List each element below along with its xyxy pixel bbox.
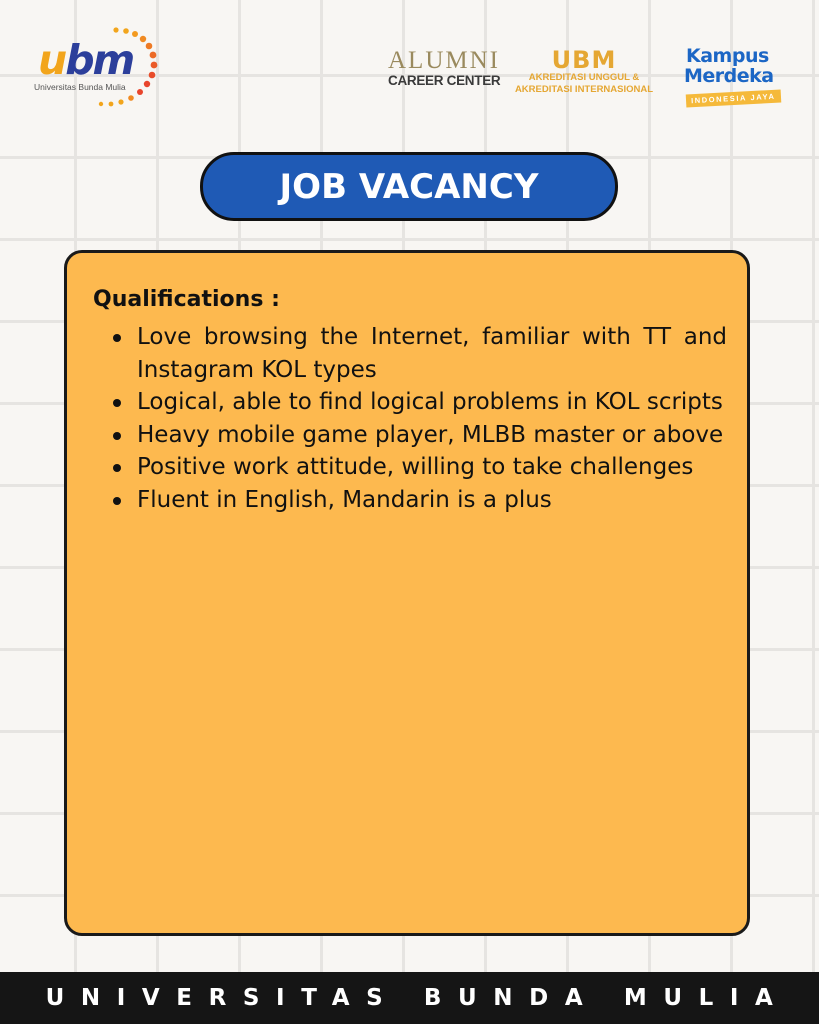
alumni-logo-top: ALUMNI: [388, 47, 500, 74]
alumni-career-center-logo: [388, 47, 501, 98]
qualification-item: [93, 451, 727, 484]
ubm-logo-subtitle: Universitas Bunda Mulia: [34, 82, 126, 92]
bullet-icon: [113, 497, 121, 505]
qualifications-list: [93, 321, 727, 516]
footer-bar: [0, 972, 819, 1024]
kampus-merdeka-logo: [684, 45, 788, 106]
ubm-logo: [34, 24, 164, 116]
kampus-merdeka-band: INDONESIA JAYA: [686, 90, 781, 108]
qualification-text: Logical, able to find logical problems in KOL scripts: [137, 389, 723, 415]
qualifications-card: [64, 250, 750, 936]
kampus-merdeka-line2: Merdeka: [684, 65, 774, 87]
ubm-wordmark-rest: bm: [65, 36, 134, 84]
accreditation-logo-title: UBM: [551, 46, 617, 74]
qualification-item: [93, 321, 727, 386]
bullet-icon: [113, 399, 121, 407]
qualification-item: [93, 386, 727, 419]
bullet-icon: [113, 464, 121, 472]
ubm-wordmark: [38, 36, 134, 84]
accreditation-logo-line1: AKREDITASI UNGGUL &: [528, 72, 640, 83]
kampus-merdeka-line1: Kampus: [686, 45, 769, 67]
bullet-icon: [113, 334, 121, 342]
accreditation-logo: [504, 48, 664, 96]
qualification-item: [93, 484, 727, 517]
qualification-item: [93, 419, 727, 452]
qualifications-heading: Qualifications :: [93, 287, 280, 312]
qualification-text: Positive work attitude, willing to take challenges: [137, 454, 694, 480]
bullet-icon: [113, 432, 121, 440]
ubm-wordmark-u: u: [38, 36, 66, 84]
qualification-text: Love browsing the Internet, familiar with TT and Instagram KOL types: [137, 324, 727, 383]
job-vacancy-banner: [200, 152, 618, 221]
qualification-text: Fluent in English, Mandarin is a plus: [137, 486, 552, 513]
alumni-logo-bottom: CAREER CENTER: [388, 73, 501, 88]
accreditation-logo-line2: AKREDITASI INTERNASIONAL: [514, 84, 654, 95]
banner-title: JOB VACANCY: [279, 166, 539, 207]
footer-text: UNIVERSITAS BUNDA MULIA: [45, 985, 790, 1011]
qualification-text: Heavy mobile game player, MLBB master or above: [137, 421, 724, 448]
